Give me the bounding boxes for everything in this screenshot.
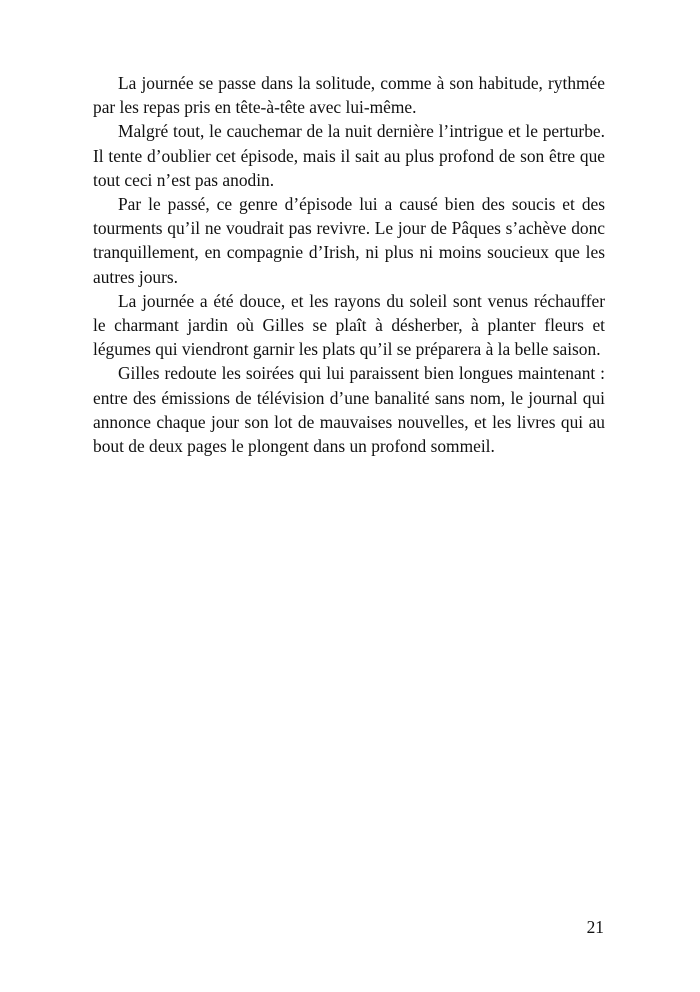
paragraph-2: Malgré tout, le cauchemar de la nuit dernière l’intrigue et le perturbe. Il tente d’oublier cet épisode, mais il sait au plus profond de son être que tout ceci n’est pas anodin. <box>93 121 605 190</box>
paragraph-5: Gilles redoute les soirées qui lui paraissent bien longues maintenant : entre des émissions de télévision d’une banalité sans nom, le journal qui annonce chaque jour son lot de mauvaises nouvelles, et les livres qui au bout de deux pages le plongent dans un profond sommeil. <box>93 363 605 457</box>
page-number: 21 <box>586 917 604 937</box>
body-text <box>93 71 605 458</box>
paragraph-4: La journée a été douce, et les rayons du soleil sont venus réchauffer le charmant jardin où Gilles se plaît à désherber, à planter fleurs et légumes qui viendront garnir les plats qu’il se préparera à la belle saison. <box>93 290 605 360</box>
paragraph-3: Par le passé, ce genre d’épisode lui a causé bien des soucis et des tourments qu’il ne voudrait pas revivre. Le jour de Pâques s’achève donc tranquillement, en compagnie d’Irish, ni plus ni moins soucieux que les autres jours. <box>93 194 605 287</box>
paragraph-1: La journée se passe dans la solitude, comme à son habitude, rythmée par les repas pris en tête-à-tête avec lui-même. <box>93 73 605 118</box>
